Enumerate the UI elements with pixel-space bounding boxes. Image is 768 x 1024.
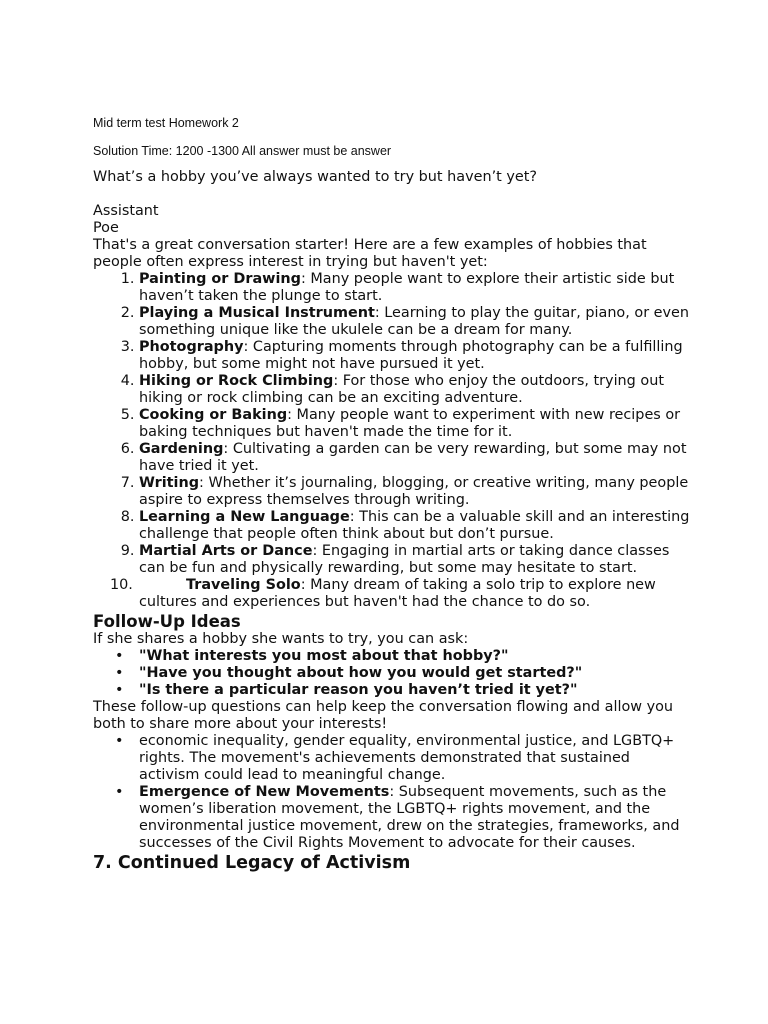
- document-body: [93, 169, 693, 873]
- hobby-item: [139, 441, 693, 475]
- hobby-title: Cooking or Baking: [139, 407, 288, 423]
- hobby-title: Playing a Musical Instrument: [139, 305, 375, 321]
- hobby-description: : Cultivating a garden can be very rewarding, but some may not have tried it yet.: [139, 441, 687, 474]
- hobby-item: [139, 339, 693, 373]
- hobby-title: Writing: [139, 475, 200, 491]
- hobby-item: [110, 577, 693, 611]
- hobby-description: : Many dream of taking a solo trip to explore new cultures and experiences but haven't had the chance to do so.: [139, 577, 656, 610]
- activism-bullet-text: economic inequality, gender equality, environmental justice, and LGBTQ+ rights. The movement's achievements demonstrated that sustained activism could lead to meaningful change.: [139, 733, 675, 783]
- hobby-number: 10.: [110, 577, 133, 593]
- hobby-item: [139, 407, 693, 441]
- hobby-description: : Learning to play the guitar, piano, or even something unique like the ukulele can be a dream for many.: [139, 305, 690, 338]
- follow-up-question: • "What interests you most about that hobby?": [139, 648, 693, 665]
- hobby-description: : Whether it’s journaling, blogging, or creative writing, many people aspire to express themselves through writing.: [139, 475, 689, 508]
- hobby-title: Gardening: [139, 441, 224, 457]
- activism-bullet: [139, 784, 693, 852]
- follow-up-question: • "Have you thought about how you would get started?": [139, 665, 693, 682]
- speaker-name: Poe: [93, 220, 119, 236]
- intro-paragraph: That's a great conversation starter! Here are a few examples of hobbies that people often express interest in trying but haven't yet:: [93, 237, 647, 270]
- hobby-list: [93, 271, 693, 611]
- hobby-description: : For those who enjoy the outdoors, trying out hiking or rock climbing can be an exciting adventure.: [139, 373, 664, 406]
- hobby-item: [139, 271, 693, 305]
- follow-up-question-list: [93, 648, 693, 699]
- hobby-description: : Capturing moments through photography can be a fulfilling hobby, but some might not have pursued it yet.: [139, 339, 683, 372]
- hobby-description: : Many people want to experiment with new recipes or baking techniques but haven't made the time for it.: [139, 407, 681, 440]
- hobby-title: Learning a New Language: [139, 509, 350, 525]
- hobby-title: Painting or Drawing: [139, 271, 301, 287]
- follow-up-lead: If she shares a hobby she wants to try, you can ask:: [93, 631, 469, 647]
- hobby-description: : Engaging in martial arts or taking dance classes can be fun and physically rewarding, but some may hesitate to start.: [139, 543, 670, 576]
- solution-time-line: Solution Time: 1200 -1300 All answer must be answer: [93, 144, 392, 158]
- hobby-description: : Many people want to explore their artistic side but haven’t taken the plunge to start.: [139, 271, 675, 304]
- follow-up-heading: Follow-Up Ideas: [93, 612, 241, 631]
- hobby-item: [139, 509, 693, 543]
- follow-up-question: • "Is there a particular reason you haven’t tried it yet?": [139, 682, 693, 699]
- hobby-item: [139, 305, 693, 339]
- hobby-title: Hiking or Rock Climbing: [139, 373, 334, 389]
- hobby-title: Photography: [139, 339, 244, 355]
- speaker-role: Assistant: [93, 203, 159, 219]
- section-heading: 7. Continued Legacy of Activism: [93, 853, 411, 873]
- hobby-title: Traveling Solo: [186, 577, 301, 593]
- activism-bullet: [139, 733, 693, 784]
- question-text: What’s a hobby you’ve always wanted to try but haven’t yet?: [93, 169, 538, 185]
- activism-bullet-text: : Subsequent movements, such as the women’s liberation movement, the LGBTQ+ rights movement, and the environmental justice movement, drew on the strategies, frameworks, and successes of the Civil Rights Movement to advocate for their causes.: [139, 784, 680, 851]
- hobby-description: : This can be a valuable skill and an interesting challenge that people often think about but don’t pursue.: [139, 509, 690, 542]
- hobby-item: [139, 373, 693, 407]
- activism-bullet-title: Emergence of New Movements: [139, 784, 390, 800]
- activism-bullet-list: [93, 733, 693, 852]
- hobby-item: [139, 543, 693, 577]
- hobby-title: Martial Arts or Dance: [139, 543, 313, 559]
- homework-title: Mid term test Homework 2: [93, 116, 239, 130]
- hobby-item: [139, 475, 693, 509]
- follow-up-closing: These follow-up questions can help keep the conversation flowing and allow you both to share more about your interests!: [93, 699, 674, 732]
